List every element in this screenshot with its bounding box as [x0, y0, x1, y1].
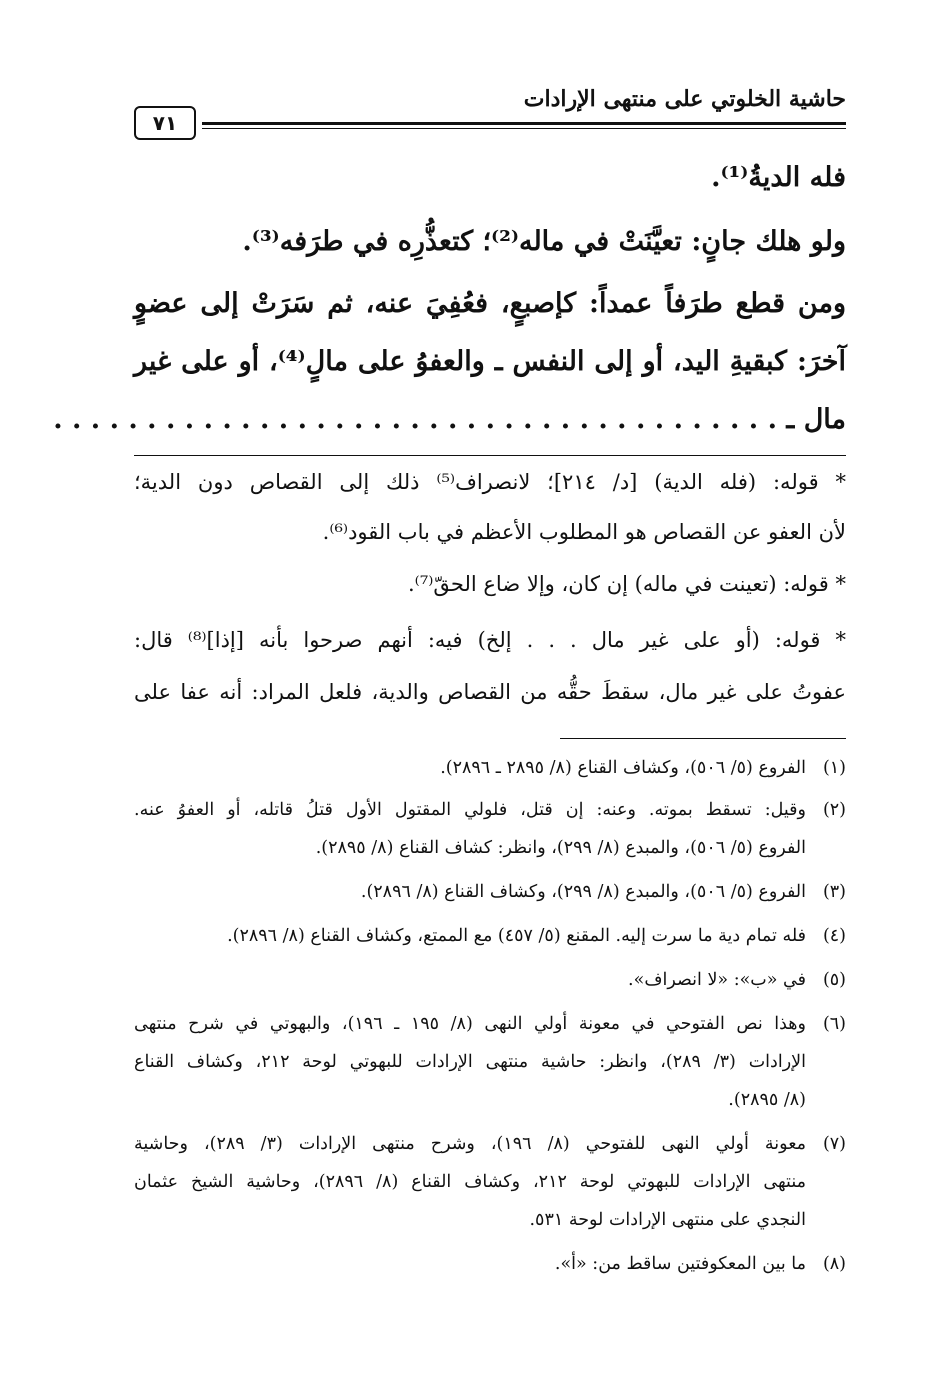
main-line-1: فله الديةُ⁽¹⁾.: [711, 162, 846, 193]
footnote-number: (٥): [822, 970, 846, 990]
footnote-number: (٢): [822, 800, 846, 820]
footnote-7-cont: [134, 1210, 846, 1236]
footnote-1: [134, 758, 846, 784]
page-number-box: ٧١: [134, 106, 196, 140]
footnote-3: [134, 882, 846, 908]
running-title: حاشية الخلوتي على منتهى الإرادات: [523, 86, 846, 112]
commentary-line-3: * قوله: (تعينت في ماله) إن كان، وإلا ضاع الحقّ⁽⁷⁾.: [408, 572, 846, 596]
page-header: [134, 78, 846, 142]
footnote-number: (٨): [822, 1254, 846, 1274]
main-line-2: ولو هلك جانٍ: تعيَّنَتْ في ماله⁽²⁾؛ كتعذُّرِه في طرَفه⁽³⁾.: [242, 226, 846, 257]
footnote-text: الإرادات (٣/ ٢٨٩)، وانظر: حاشية منتهى الإرادات للبهوتي لوحة ٢١٢، وكشاف القناع: [134, 1052, 806, 1072]
footnote-text: ما بين المعكوفتين ساقط من: «أ».: [554, 1254, 806, 1274]
footnote-2: [134, 800, 846, 826]
footnote-text: معونة أولي النهى للفتوحي (٨/ ١٩٦)، وشرح منتهى الإرادات (٣/ ٢٨٩)، وحاشية: [134, 1134, 807, 1154]
commentary-line-2: لأن العفو عن القصاص هو المطلوب الأعظم في باب القود⁽⁶⁾.: [322, 520, 846, 544]
footnote-4: [134, 926, 846, 952]
footnote-7-cont: [134, 1172, 846, 1198]
footnote-text: فله تمام دية ما سرت إليه. المقنع (٥/ ٤٥٧) مع الممتع، وكشاف القناع (٨/ ٢٨٩٦).: [227, 926, 806, 946]
footnote-text: وقيل: تسقط بموته. وعنه: إن قتل، فلولي المقتول الأول قتلُ قاتله، أو العفوُ عنه.: [134, 800, 806, 820]
text-commentary-divider: [134, 455, 846, 456]
footnote-number: (١): [822, 758, 846, 778]
footnote-number: (٦): [822, 1014, 846, 1034]
footnote-number: (٤): [822, 926, 846, 946]
main-line-3: ومن قطع طرَفاً عمداً: كإصبعٍ، فعُفِيَ عنه، ثم سَرَتْ إلى عضوٍ: [134, 288, 846, 319]
footnote-divider: [560, 738, 846, 739]
footnote-text: وهذا نص الفتوحي في معونة أولي النهى (٨/ ١٩٥ ـ ١٩٦)، والبهوتي في شرح منتهى: [134, 1014, 806, 1034]
footnote-text: الفروع (٥/ ٥٠٦)، والمبدع (٨/ ٢٩٩)، وكشاف القناع (٨/ ٢٨٩٦).: [360, 882, 806, 902]
footnote-text: الفروع (٥/ ٥٠٦)، وكشاف القناع (٨/ ٢٨٩٥ ـ ٢٨٩٦).: [440, 758, 806, 778]
main-line-4: آخرَ: كبقيةِ اليد، أو إلى النفس ـ والعفوُ على مالٍ⁽⁴⁾، أو على غير: [134, 346, 846, 377]
footnote-6-cont: [134, 1090, 846, 1116]
footnote-5: [134, 970, 846, 996]
footnote-8: [134, 1254, 846, 1280]
header-rule: [202, 122, 846, 129]
footnote-text: النجدي على منتهى الإرادات لوحة ٥٣١.: [529, 1210, 806, 1230]
footnote-text: منتهى الإرادات للبهوتي لوحة ٢١٢، وكشاف القناع (٨/ ٢٨٩٦)، وحاشية الشيخ عثمان: [134, 1172, 806, 1192]
footnote-text: في «ب»: «لا انصراف».: [628, 970, 806, 990]
footnote-text: الفروع (٥/ ٥٠٦)، والمبدع (٨/ ٢٩٩)، وانظر: كشاف القناع (٨/ ٢٨٩٥).: [315, 838, 806, 858]
footnote-2-cont: [134, 838, 846, 864]
commentary-line-4: * قوله: (أو على غير مال . . . إلخ) فيه: أنهم صرحوا بأنه [إذا]⁽⁸⁾ قال:: [134, 628, 846, 652]
footnote-6-cont: [134, 1052, 846, 1078]
footnote-7: [134, 1134, 846, 1160]
main-line-5: مال ـ . . . . . . . . . . . . . . . . . . . . . . . . . . . . . . . . . . . . . . .: [53, 404, 846, 435]
footnote-number: (٣): [822, 882, 846, 902]
footnote-text: (٨/ ٢٨٩٥).: [728, 1090, 806, 1110]
footnote-number: (٧): [822, 1134, 846, 1154]
footnote-6: [134, 1014, 846, 1040]
commentary-line-5: عفوتُ على غير مال، سقطَ حقُّه من القصاص والدية، فلعل المراد: أنه عفا على: [134, 680, 846, 704]
commentary-line-1: * قوله: (فله الدية) [د/ ٢١٤]؛ لانصراف⁽⁵⁾ ذلك إلى القصاص دون الدية؛: [134, 470, 846, 494]
